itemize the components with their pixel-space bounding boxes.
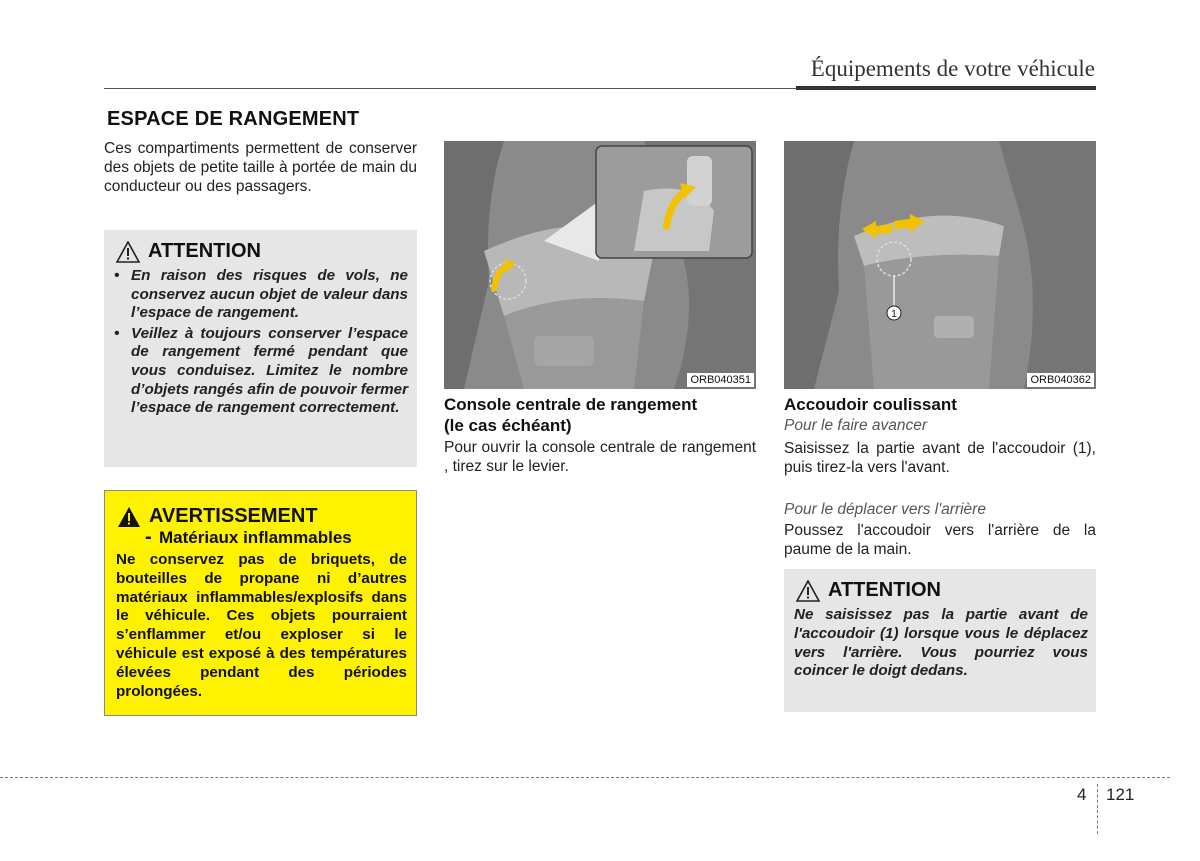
warning-body: Ne conservez pas de briquets, de bouteilles de propane ni d’autres matériaux inflammables/explosifs dans le véhicule. Ces objets pourraient s’enflammer et/ou exploser si le véhicule est exposé à des températures élevées pendant des périodes prolongées. bbox=[116, 551, 407, 700]
intro-paragraph: Ces compartiments permettent de conserver des objets de petite taille à portée de main du conducteur ou des passagers. bbox=[104, 140, 417, 195]
attention-item: • Veillez à toujours conserver l’espace de rangement fermé pendant que vous conduisez. Limitez le nombre d’objets rangés afin de pouvoir fermer l’espace de rangement correctement. bbox=[114, 324, 408, 417]
attention-box-armrest bbox=[784, 569, 1096, 712]
header-bar bbox=[796, 86, 1096, 90]
figure1-body: Pour ouvrir la console centrale de rangement , tirez sur le levier. bbox=[444, 439, 756, 475]
sliding-armrest-illustration bbox=[784, 141, 1096, 389]
footer-divider bbox=[1097, 784, 1098, 834]
figure2-body-backward: Poussez l'accoudoir vers l'arrière de la paume de la main. bbox=[784, 522, 1096, 558]
figure1-title-line1: Console centrale de rangement bbox=[444, 395, 698, 414]
warning-subtitle-text: Matériaux inflammables bbox=[159, 528, 352, 547]
attention-item-text: En raison des risques de vols, ne conservez aucun objet de valeur dans l’espace de rangement. bbox=[131, 267, 408, 322]
chapter-number: 4 bbox=[1077, 785, 1087, 804]
attention-item-text: Veillez à toujours conserver l’espace de rangement fermé pendant que vous conduisez. Limitez le nombre d’objets rangés afin de pouvoir fermer l’espace de rangement correctement. bbox=[131, 324, 408, 417]
chapter-title: Équipements de votre véhicule bbox=[810, 56, 1095, 81]
page-number: 121 bbox=[1106, 785, 1135, 804]
attention-title: ATTENTION bbox=[148, 240, 261, 262]
figure2-body-forward: Saisissez la partie avant de l'accoudoir (1), puis tirez-la vers l'avant. bbox=[784, 440, 1096, 476]
attention-list bbox=[114, 267, 408, 420]
attention-body: Ne saisissez pas la partie avant de l'accoudoir (1) lorsque vous le déplacez vers l'arrière. Vous pourriez vous coincer le doigt dedans. bbox=[794, 606, 1088, 680]
attention-item: • En raison des risques de vols, ne conservez aucun objet de valeur dans l’espace de rangement. bbox=[114, 267, 408, 322]
attention-box-storage bbox=[104, 230, 417, 467]
attention-header bbox=[796, 579, 941, 602]
warning-title: AVERTISSEMENT bbox=[149, 505, 318, 527]
figure1-title-line2: (le cas échéant) bbox=[444, 416, 572, 435]
figure-sliding-armrest bbox=[784, 141, 1096, 389]
figure2-subheading-backward: Pour le déplacer vers l'arrière bbox=[784, 501, 986, 518]
figure-center-console bbox=[444, 141, 756, 389]
footer-rule bbox=[0, 777, 1170, 778]
figure2-subheading-forward: Pour le faire avancer bbox=[784, 417, 928, 434]
warning-dash: - bbox=[145, 526, 152, 548]
section-title: ESPACE DE RANGEMENT bbox=[107, 108, 360, 130]
figure-code: ORB040362 bbox=[1027, 373, 1094, 387]
warning-triangle-filled-icon bbox=[117, 506, 141, 528]
figure2-title: Accoudoir coulissant bbox=[784, 395, 957, 414]
center-console-illustration bbox=[444, 141, 756, 389]
warning-box-flammable bbox=[104, 490, 417, 716]
warning-triangle-icon bbox=[796, 580, 820, 602]
attention-title: ATTENTION bbox=[828, 579, 941, 601]
callout-number: 1 bbox=[891, 309, 897, 320]
warning-triangle-icon bbox=[116, 241, 140, 263]
figure-code: ORB040351 bbox=[687, 373, 754, 387]
attention-header bbox=[116, 240, 261, 263]
warning-header bbox=[117, 505, 318, 528]
figure1-title bbox=[444, 394, 756, 436]
